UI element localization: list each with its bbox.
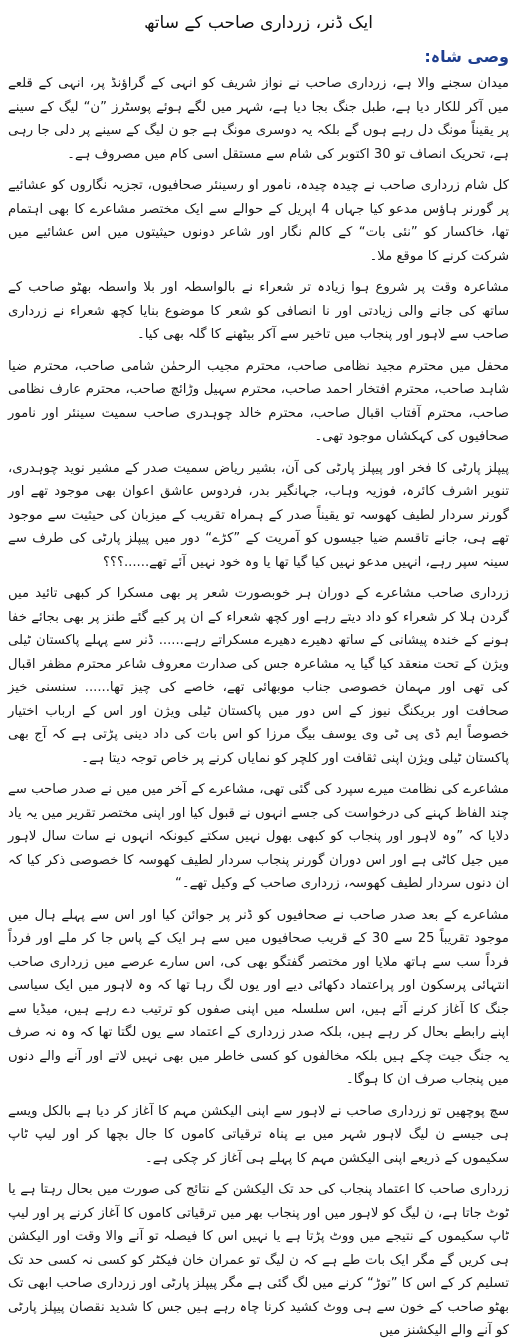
article-title: ایک ڈنر، زرداری صاحب کے ساتھ	[144, 13, 373, 33]
article-paragraph-1: میدان سجنے والا ہے، زرداری صاحب نے نواز شریف کو انہی کے گراؤنڈ پر، انہی کے قلعے میں آکر للکار دیا ہے، طبل جنگ بجا دیا ہے، شہر میں لگے ہوئے پوسٹرز ”ن“ لیگ کے سینے پر یقیناً مونگ دل رہے ہوں گے بلکہ یہ دوسری مونگ ہے جو ن لیگ کے سینے پر دلی جا رہی ہے، تحریک انصاف تو 30 اکتوبر کی شام سے مستقل اسی کام میں مصروف ہے۔	[8, 76, 509, 162]
article-paragraph-10: زرداری صاحب کا اعتماد پنجاب کی حد تک الیکشن کے نتائج کی صورت میں بحال رہتا ہے یا ٹوٹ جاتا ہے، ن لیگ کو لاہور میں اور پنجاب بھر میں ترقیاتی کاموں کا آغاز کرنے پر اور لیپ ٹاپ سکیموں کے نتیجے میں ووٹ پڑتا ہے یا نہیں اس کا فیصلہ تو آنے والا وقت اور الیکشن ہی کریں گے مگر ایک بات طے ہے کہ ن لیگ تو عمران خان فیکٹر کو کسی نہ کسی حد تک تسلیم کر کے اس کا ”توڑ“ کرنے میں لگ گئی ہے مگر پیپلز پارٹی اور زرداری صاحب ابھی تک بھٹو صاحب کے خون سے ہی ووٹ کشید کرنا چاہ رہے ہیں جس کا شدید نقصان پیپلز پارٹی کو آنے والے الیکشنز میں	[8, 1182, 509, 1338]
article-paragraph-5: پیپلز پارٹی کا فخر اور پیپلز پارٹی کی آن، بشیر ریاض سمیت صدر کے مشیر نوید چوہدری، تنویر اشرف کائرہ، فوزیہ وہاب، جہانگیر بدر، فردوس عاشق اعوان بھی موجود تھے اور گورنر سردار لطیف کھوسہ تو یقیناً صدر کے ہمراہ تقریب کے میزبان کی حیثیت سے موجود تھے ہی، جانے تاقسم ضیا جیسوں کو آمریت کے ”کڑے“ دور میں پیپلز پارٹی کی طرف سے سینہ سپر رہے، انہیں مدعو نہیں کیا گیا تھا یا وہ خود نہیں آئے تھے......؟؟؟	[8, 460, 509, 570]
article-paragraph-2: کل شام زرداری صاحب نے چیدہ چیدہ، نامور او رسینئر صحافیوں، تجزیہ نگاروں کو عشائیے پر گورنر ہاؤس مدعو کیا جہاں 4 اپریل کے حوالے سے ایک مختصر مشاعرے کا بھی اہتمام تھا، خاکسار کو ”نئی بات“ کے کالم نگار اور شاعر دونوں حیثیتوں میں اس عشائیے میں شرکت کرنے کا موقع ملا۔	[8, 178, 509, 264]
article-paragraph-4: محفل میں محترم مجید نظامی صاحب، محترم مجیب الرحمٰن شامی صاحب، محترم ضیا شاہد صاحب، محترم افتخار احمد صاحب، محترم سہیل وڑائچ صاحب، محترم عارف نظامی صاحب، محترم آفتاب اقبال صاحب، محترم خالد چوہدری صاحب سمیت سینئر اور نامور صحافیوں کی کہکشاں موجود تھی۔	[8, 358, 509, 444]
article-paragraph-8: مشاعرے کے بعد صدر صاحب نے صحافیوں کو ڈنر پر جوائن کیا اور اس سے پہلے ہال میں موجود تقریباً 25 سے 30 کے قریب صحافیوں میں سے ہر ایک کے پاس جا کر ملے اور فرداً فرداً سب سے ہاتھ ملایا اور مختصر گفتگو بھی کی، اس سارے عرصے میں زرداری صاحب انتہائی پرسکون اور پراعتماد دکھائی دیے اور یوں لگ رہا تھا کہ وہ لاہور میں ایک سیاسی جنگ کا آغاز کرنے آئے ہیں، اس سلسلہ میں اپنی صفوں کو ترتیب دے رہے ہیں، میڈیا سے اپنے رابطے بحال کر رہے ہیں، بلکہ صدر زرداری کے اعتماد سے یوں لگتا تھا کہ وہ نہ صرف یہ جنگ جیت چکے ہیں بلکہ مخالفوں کو کسی خاطر میں بھی نہیں لاتے اور آنے والے دنوں میں پنجاب صرف ان کا ہوگا۔	[8, 907, 509, 1087]
article-paragraph-6: زرداری صاحب مشاعرے کے دوران ہر خوبصورت شعر پر بھی مسکرا کر کبھی تائید میں گردن ہلا کر شعراء کو داد دیتے رہے اور کچھ شعراء کے ان پر کیے گئے طنز پر بھی بجائے خفا ہونے کے خندہ پیشانی کے ساتھ دھیرے دھیرے مسکراتے رہے...... ڈنر سے پہلے پاکستان ٹیلی ویژن کے تحت منعقد کیا گیا یہ مشاعرہ جس کی صدارت معروف شاعر محترم مظفر اقبال کی تھی اور مہمان خصوصی جناب موبھائی تھے، خاصے کی چیز تھا...... سنسنی خیز صحافت اور بریکنگ نیوز کے اس دور میں پاکستان ٹیلی ویژن اور اس کے ارباب اختیار خصوصاً ایم ڈی پی ٹی وی یوسف بیگ مرزا کو اس بات کی داد دینی پڑتی ہے کہ آج بھی پاکستان ٹیلی ویژن اپنی ثقافت اور کلچر کو نمایاں کرنے پر خاص توجہ دیتا ہے۔	[8, 586, 509, 766]
article-author: وصی شاہ:	[424, 47, 509, 66]
article-paragraph-9: سچ پوچھیں تو زرداری صاحب نے لاہور سے اپنی الیکشن مہم کا آغاز کر دیا ہے بالکل ویسے ہی جیسے ن لیگ لاہور شہر میں بے پناہ ترقیاتی کاموں کا جال بچھا کر اور لیپ ٹاپ سکیموں کے ذریعے اپنی الیکشن مہم کا پہلے ہی آغاز کر چکی ہے۔	[8, 1103, 509, 1166]
article-paragraph-7: مشاعرے کی نظامت میرے سپرد کی گئی تھی، مشاعرے کے آخر میں میں نے صدر صاحب سے چند الفاظ کہنے کی درخواست کی جسے انہوں نے قبول کیا اور اپنی مختصر تقریر میں یہ یاد دلایا کہ ”وہ لاہور اور پنجاب کو کبھی بھول نہیں سکتے کیونکہ انہوں نے سات سال لاہور میں جیل کاٹی ہے اور اس دوران گورنر پنجاب سردار لطیف کھوسہ کا خصوصی ذکر کیا کہ ان دنوں سردار لطیف کھوسہ، زرداری صاحب کے وکیل تھے۔“	[8, 782, 509, 891]
article-paragraph-3: مشاعرہ وقت پر شروع ہوا زیادہ تر شعراء نے بالواسطہ اور بلا واسطہ بھٹو صاحب کے ساتھ کی جانے والی زیادتی اور نا انصافی کو شعر کا موضوع بنایا کچھ شعراء نے زرداری صاحب سے لاہور اور پنجاب میں تاخیر سے آکر بیٹھنے کا گلہ بھی کیا۔	[8, 280, 509, 342]
